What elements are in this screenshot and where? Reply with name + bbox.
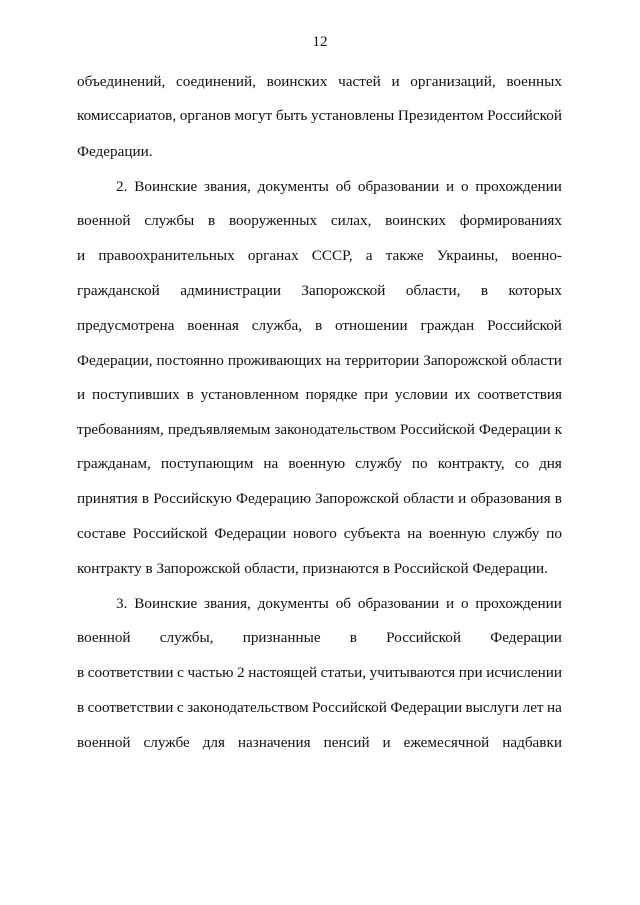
word: соединений, (175, 73, 256, 90)
word: в (77, 699, 85, 716)
word: Российской (399, 421, 475, 438)
word: принятия (77, 490, 138, 507)
text-line (77, 212, 562, 230)
word: силах, (330, 212, 372, 229)
word: Воинские (134, 595, 198, 612)
word: Федерации (214, 525, 287, 542)
word: поступивших (92, 386, 180, 403)
word: Федерации (478, 421, 551, 438)
word: Российской (487, 107, 562, 124)
word: в (314, 317, 323, 334)
word: соответствии (87, 664, 174, 681)
word: Российскую (153, 490, 232, 507)
word: контракту, (437, 455, 505, 472)
word: для (202, 734, 225, 751)
word: дня (539, 455, 562, 472)
word: Запорожской (315, 490, 400, 507)
word: об (335, 595, 352, 612)
word: гражданской (77, 282, 160, 299)
word: службу (492, 525, 540, 542)
word: военную (288, 455, 346, 472)
text-line (77, 73, 562, 91)
word: лет (522, 699, 544, 716)
word: статьи, (320, 664, 367, 681)
word: Воинские (134, 178, 198, 195)
word: назначения (237, 734, 311, 751)
word: звания, (204, 178, 251, 195)
word: предусмотрена (77, 317, 175, 334)
text-line (77, 525, 562, 543)
word: гражданам, (77, 455, 151, 472)
word: которых (508, 282, 562, 299)
word: и (382, 734, 391, 751)
word: в (554, 490, 562, 507)
text-line (77, 386, 562, 404)
text-line (77, 490, 562, 508)
text-line (77, 352, 562, 370)
word: области (511, 352, 562, 369)
word: настоящей (248, 664, 318, 681)
word: проживающих (227, 352, 322, 369)
word: частей (338, 73, 381, 90)
word: выслуги (465, 699, 520, 716)
word: Украины, (436, 247, 499, 264)
word: вооруженных (228, 212, 318, 229)
word: со (514, 455, 530, 472)
word: порядке (305, 386, 358, 403)
word: Российской (312, 699, 387, 716)
word: Российской (487, 317, 562, 334)
word: образования (470, 490, 551, 507)
word: граждан (420, 317, 475, 334)
text-line (77, 664, 562, 682)
word: в (208, 212, 216, 229)
word: законодательством (187, 699, 309, 716)
word: службы (144, 212, 195, 229)
word: к (554, 421, 562, 438)
word: военная (187, 317, 239, 334)
word: военной (77, 734, 131, 751)
word: объединений, (77, 73, 166, 90)
word: организаций, (410, 73, 496, 90)
word: документы (257, 595, 329, 612)
word: об (335, 178, 352, 195)
word: соответствия (477, 386, 562, 403)
word: администрации (180, 282, 281, 299)
text-line (77, 107, 562, 125)
word: учитываются (369, 664, 456, 681)
word: ежемесячной (403, 734, 490, 751)
word: законодательством (274, 421, 396, 438)
word: служба, (251, 317, 303, 334)
word: службе (143, 734, 190, 751)
word: и (445, 178, 455, 195)
word: поступающим (160, 455, 254, 472)
word: и (391, 73, 400, 90)
text-line: контракту в Запорожской области, признаются в Российской Федерации. (77, 560, 548, 577)
word: Запорожской (301, 282, 386, 299)
word: образовании (357, 178, 440, 195)
word: и (458, 490, 467, 507)
page-number: 12 (312, 34, 328, 50)
word: в (186, 386, 194, 403)
word: о (460, 178, 469, 195)
word: военных (506, 73, 562, 90)
word: Федерации (390, 699, 463, 716)
word: с (177, 664, 184, 681)
word: службы, (159, 629, 214, 646)
word: территории (344, 352, 420, 369)
text-line (77, 699, 562, 717)
word: и (445, 595, 455, 612)
word: Российской (132, 525, 208, 542)
word: военно- (511, 247, 562, 264)
word: по (546, 525, 562, 542)
word: в (349, 629, 357, 646)
word: быть (275, 107, 308, 124)
word: соответствии (87, 699, 174, 716)
word: области, (405, 282, 461, 299)
text-line (77, 282, 562, 300)
word: области (403, 490, 454, 507)
word: отношении (335, 317, 408, 334)
word: военной (77, 212, 131, 229)
word: условии (394, 386, 448, 403)
text-line (77, 421, 562, 439)
word: Федерации (490, 629, 562, 646)
text-line (116, 595, 562, 613)
word: документы (257, 178, 329, 195)
word: прохождении (475, 178, 562, 195)
word: органах (247, 247, 299, 264)
word: субъекта (343, 525, 401, 542)
word: воинских (385, 212, 446, 229)
word: с (176, 699, 184, 716)
word: требованиям, (77, 421, 164, 438)
text-line (77, 629, 562, 647)
word: 2. (116, 178, 128, 195)
word: постоянно (156, 352, 224, 369)
word: образовании (357, 595, 440, 612)
word: прохождении (475, 595, 562, 612)
word: Федерации, (77, 352, 153, 369)
word: службу (355, 455, 402, 472)
word: правоохранительных (98, 247, 235, 264)
word: комиссариатов, (77, 107, 177, 124)
word: Запорожской (423, 352, 508, 369)
text-line (116, 178, 562, 196)
word: военной (77, 629, 131, 646)
word: Российской (386, 629, 462, 646)
word: могут (234, 107, 273, 124)
word: а (365, 247, 373, 264)
word: составе (77, 525, 126, 542)
word: пенсий (323, 734, 370, 751)
word: признанные (242, 629, 321, 646)
word: и (77, 247, 86, 264)
word: также (385, 247, 424, 264)
word: частью (187, 664, 234, 681)
word: надбавки (502, 734, 562, 751)
word: при (458, 664, 483, 681)
word: установлены (311, 107, 395, 124)
word: 2 (237, 664, 245, 681)
word: на (325, 352, 341, 369)
word: по (411, 455, 428, 472)
word: Федерацию (235, 490, 311, 507)
word: и (77, 386, 86, 403)
word: формированиях (459, 212, 562, 229)
word: в (77, 664, 85, 681)
word: 3. (116, 595, 128, 612)
word: нового (293, 525, 337, 542)
word: при (364, 386, 389, 403)
word: их (454, 386, 471, 403)
word: в (141, 490, 150, 507)
word: на (407, 525, 423, 542)
word: военную (428, 525, 486, 542)
word: воинских (266, 73, 328, 90)
word: Президентом (397, 107, 484, 124)
text-line (77, 455, 562, 473)
word: установленном (200, 386, 299, 403)
text-line (77, 734, 562, 752)
word: СССР, (311, 247, 353, 264)
word: предъявляемым (167, 421, 271, 438)
word: на (263, 455, 279, 472)
word: органов (179, 107, 231, 124)
text-line (77, 247, 562, 265)
word: о (460, 595, 469, 612)
word: исчислении (486, 664, 562, 681)
text-line: Федерации. (77, 143, 153, 160)
text-line (77, 317, 562, 335)
word: в (480, 282, 489, 299)
word: на (547, 699, 562, 716)
word: звания, (204, 595, 251, 612)
